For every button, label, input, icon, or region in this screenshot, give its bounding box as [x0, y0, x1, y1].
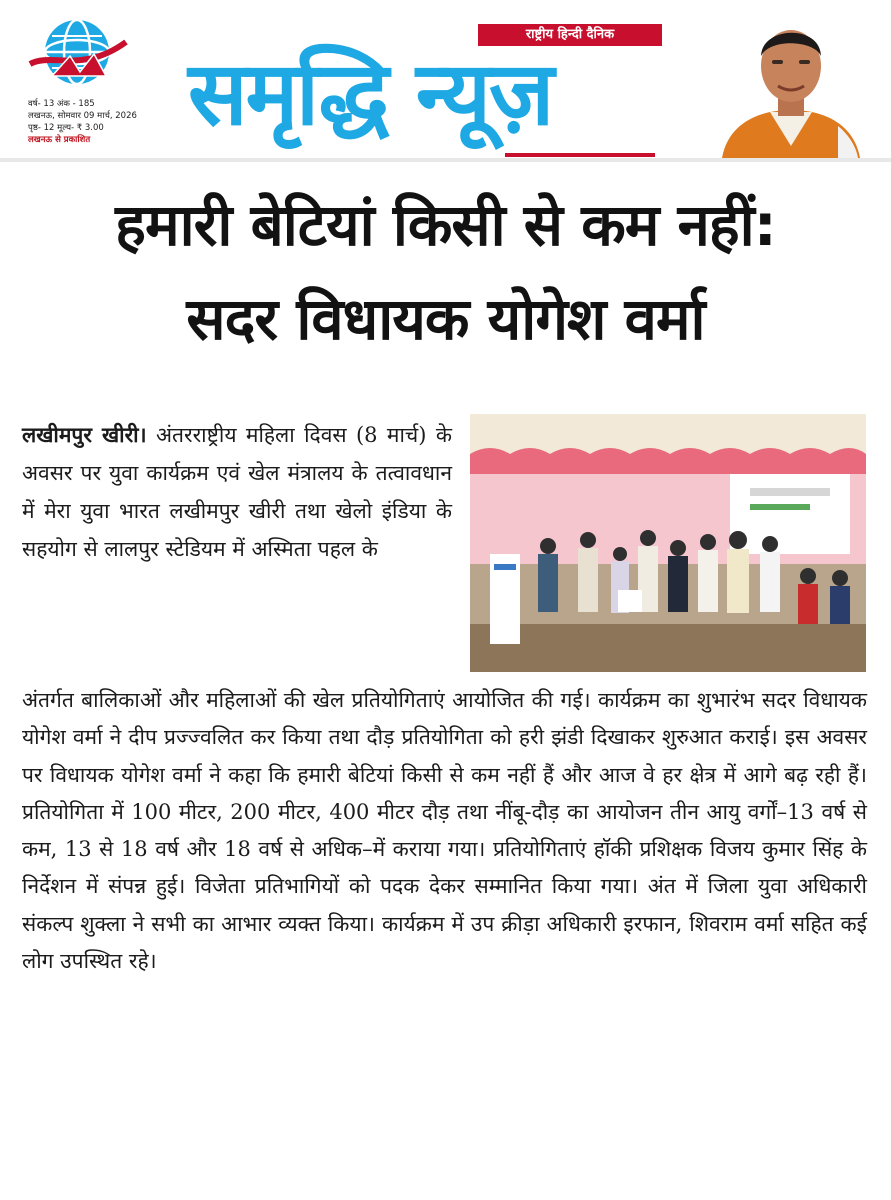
published-from: लखनऊ से प्रकाशित: [28, 135, 91, 145]
tagline-banner: राष्ट्रीय हिन्दी दैनिक: [478, 24, 662, 46]
issue-line: वर्ष- 13 अंक - 185: [28, 99, 95, 109]
article-intro: अंतरराष्ट्रीय महिला दिवस (8 मार्च) के अवसर पर युवा कार्यक्रम एवं खेल मंत्रालय के तत्वावधान में मेरा युवा भारत लखीमपुर खीरी तथा खेलो इंडिया के सहयोग से लालपुर स्टेडियम में अस्मिता पहल के: [22, 423, 452, 561]
date-line: लखनऊ, सोमवार 09 मार्च, 2026: [28, 111, 137, 121]
headline-line-1: हमारी बेटियां किसी से कम नहीं:: [115, 191, 776, 259]
politician-portrait: [718, 6, 864, 158]
pages-price: पृष्ठ- 12 मूल्य- ₹ 3.00: [28, 123, 104, 133]
article-body: अंतर्गत बालिकाओं और महिलाओं की खेल प्रतियोगिताएं आयोजित की गई। कार्यक्रम का शुभारंभ सदर विधायक योगेश वर्मा ने दीप प्रज्ज्वलित कर किया तथा दौड़ प्रतियोगिता को हरी झंडी दिखाकर शुरुआत कराई। इस अवसर पर विधायक योगेश वर्मा ने कहा कि हमारी बेटियां किसी से कम नहीं हैं और आज वे हर क्षेत्र में आगे बढ़ रही हैं। प्रतियोगिता में 100 मीटर, 200 मीटर, 400 मीटर दौड़ तथा नींबू-दौड़ का आयोजन तीन आयु वर्गों–13 वर्ष से कम, 13 से 18 वर्ष और 18 वर्ष से अधिक–में कराया गया। प्रतियोगिताएं हॉकी प्रशिक्षक विजय कुमार सिंह के निर्देशन में संपन्न हुई। विजेता प्रतिभागियों को पदक देकर सम्मानित किया गया। अंत में जिला युवा अधिकारी संकल्प शुक्ला ने सभी का आभार व्यक्त किया। कार्यक्रम में उप क्रीड़ा अधिकारी इरफान, शिवराम वर्मा सहित कई लोग उपस्थित रहे।: [22, 688, 867, 974]
headline: [0, 178, 891, 366]
issue-info: [28, 98, 168, 146]
dateline: लखीमपुर खीरी।: [22, 423, 147, 447]
brand-underline: [505, 153, 655, 157]
newspaper-name: समृद्धि न्यूज़: [188, 42, 553, 145]
headline-line-2: सदर विधायक योगेश वर्मा: [186, 285, 705, 353]
masthead: [0, 0, 891, 158]
event-photo: [470, 414, 866, 672]
article-column: [22, 416, 452, 568]
globe-logo-icon: [22, 12, 132, 94]
masthead-divider: [0, 158, 891, 162]
